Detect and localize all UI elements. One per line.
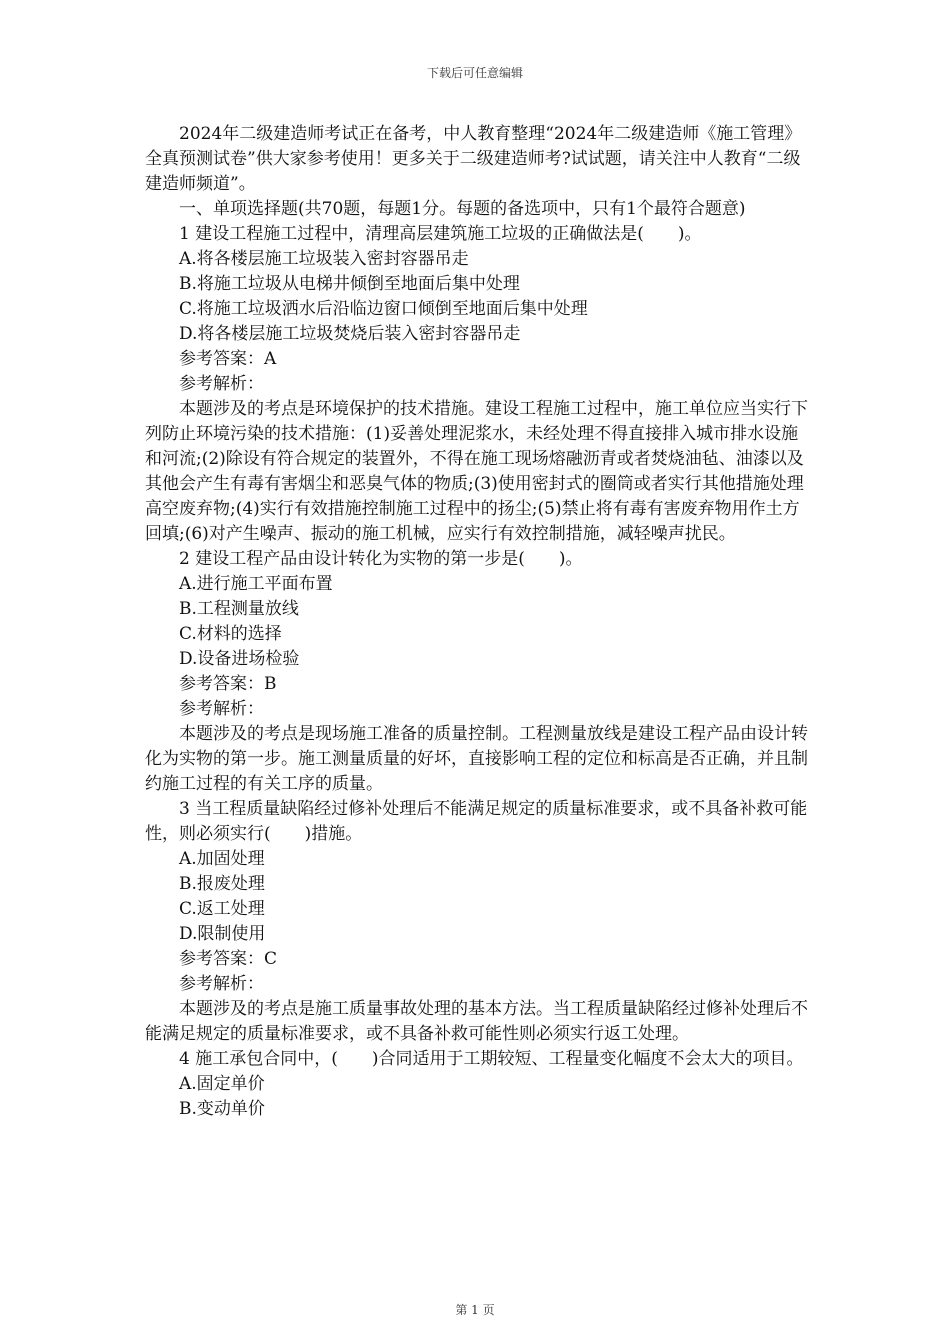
question-1-stem: 1 建设工程施工过程中，清理高层建筑施工垃圾的正确做法是( )。 — [179, 224, 702, 244]
question-3-option-a: A.加固处理 — [179, 849, 265, 869]
question-1-option-a: A.将各楼层施工垃圾装入密封容器吊走 — [179, 249, 469, 269]
question-2-analysis: 本题涉及的考点是现场施工准备的质量控制。工程测量放线是建设工程产品由设计转化为实物的第一步。施工测量质量的好坏，直接影响工程的定位和标高是否正确，并且制约施工过程的有关工序的质量。 — [145, 724, 808, 794]
question-3-option-c: C.返工处理 — [179, 899, 265, 919]
question-3-answer: 参考答案：C — [179, 949, 278, 969]
question-4-stem: 4 施工承包合同中，( )合同适用于工期较短、工程量变化幅度不会太大的项目。 — [179, 1049, 804, 1069]
document-body — [145, 122, 810, 1122]
question-1-analysis-label: 参考解析： — [179, 374, 264, 394]
question-1-option-b: B.将施工垃圾从电梯井倾倒至地面后集中处理 — [179, 274, 520, 294]
question-4-option-b: B.变动单价 — [179, 1099, 265, 1119]
question-4-option-a: A.固定单价 — [179, 1074, 265, 1094]
question-2-option-b: B.工程测量放线 — [179, 599, 299, 619]
section-heading: 一、单项选择题(共70题，每题1分。每题的备选项中，只有1个最符合题意) — [179, 199, 746, 219]
question-2-stem: 2 建设工程产品由设计转化为实物的第一步是( )。 — [179, 549, 583, 569]
question-2-answer: 参考答案：B — [179, 674, 277, 694]
intro-paragraph: 2024年二级建造师考试正在备考，中人教育整理“2024年二级建造师《施工管理》全真预测试卷”供大家参考使用！更多关于二级建造师考?试试题，请关注中人教育“二级建造师频道”。 — [145, 124, 802, 194]
question-2-option-c: C.材料的选择 — [179, 624, 282, 644]
question-3-analysis-label: 参考解析： — [179, 974, 264, 994]
question-1-answer: 参考答案：A — [179, 349, 277, 369]
question-3-stem: 3 当工程质量缺陷经过修补处理后不能满足规定的质量标准要求，或不具备补救可能性，则必须实行( )措施。 — [145, 799, 808, 844]
question-3-analysis: 本题涉及的考点是施工质量事故处理的基本方法。当工程质量缺陷经过修补处理后不能满足规定的质量标准要求，或不具备补救可能性则必须实行返工处理。 — [145, 999, 808, 1044]
question-3-option-d: D.限制使用 — [179, 924, 266, 944]
page-footer: 第 1 页 — [455, 1303, 495, 1317]
question-3-option-b: B.报废处理 — [179, 874, 265, 894]
question-1-option-c: C.将施工垃圾洒水后沿临边窗口倾倒至地面后集中处理 — [179, 299, 588, 319]
question-2-option-a: A.进行施工平面布置 — [179, 574, 333, 594]
page-header: 下载后可任意编辑 — [426, 66, 523, 80]
question-2-option-d: D.设备进场检验 — [179, 649, 300, 669]
question-2-analysis-label: 参考解析： — [179, 699, 264, 719]
question-1-analysis: 本题涉及的考点是环境保护的技术措施。建设工程施工过程中，施工单位应当实行下列防止环境污染的技术措施：(1)妥善处理泥浆水，未经处理不得直接排入城市排水设施和河流;(2)除设有符合规定的装置外，不得在施工现场熔融沥青或者焚烧油毡、油漆以及其他会产生有毒有害烟尘和恶臭气体的物质;(3)使用密封式的圈筒或者实行其他措施处理高空废弃物;(4)实行有效措施控制施工过程中的扬尘;(5)禁止将有毒有害废弃物用作土方回填;(6)对产生噪声、振动的施工机械，应实行有效控制措施，减轻噪声扰民。 — [145, 399, 808, 544]
question-1-option-d: D.将各楼层施工垃圾焚烧后装入密封容器吊走 — [179, 324, 521, 344]
